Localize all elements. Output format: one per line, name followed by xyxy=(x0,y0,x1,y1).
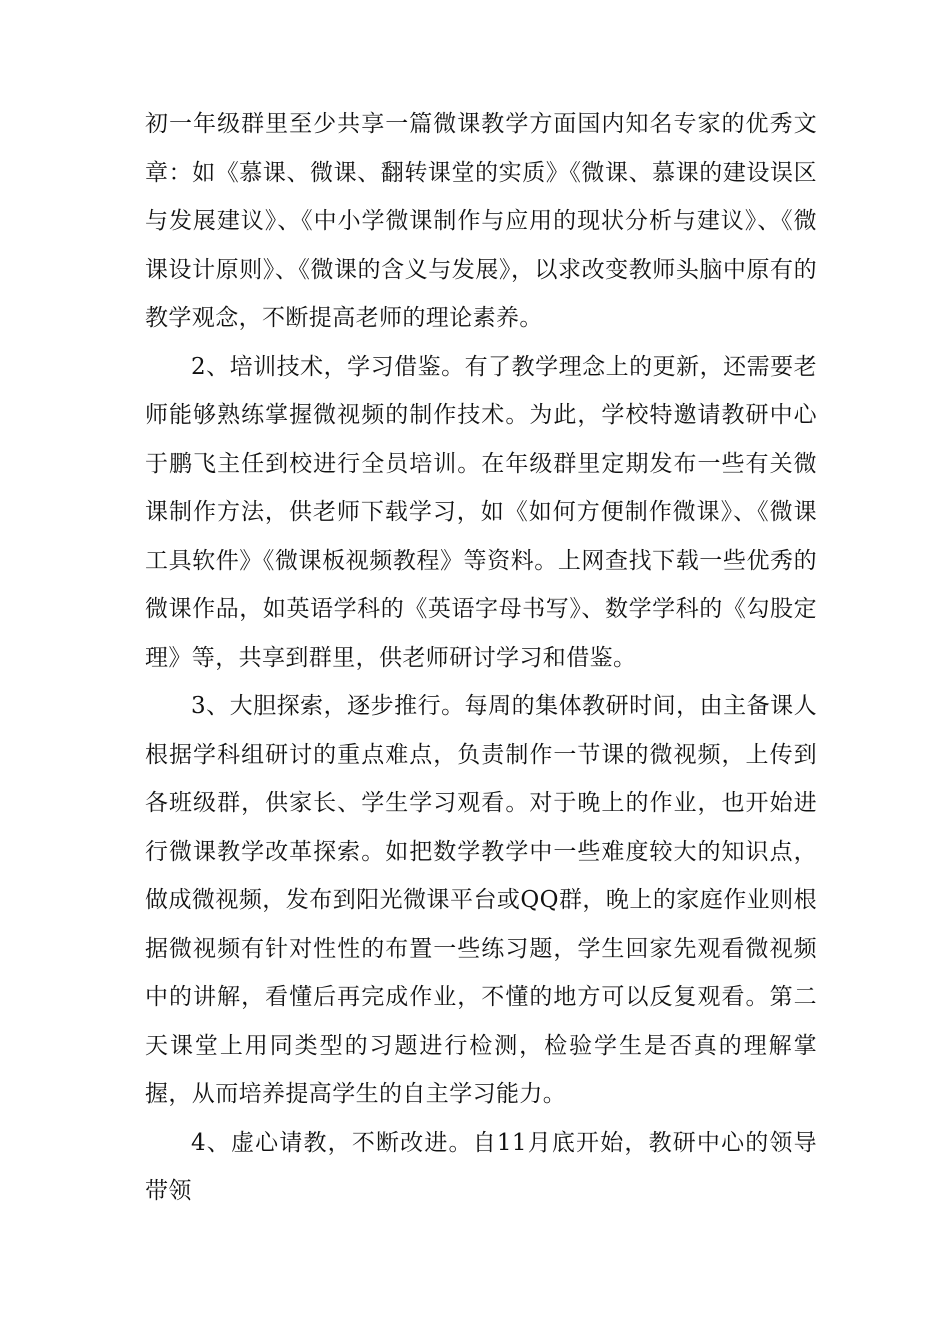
paragraph-2: 2、培训技术，学习借鉴。有了教学理念上的更新，还需要老师能够熟练掌握微视频的制作技术。为此，学校特邀请教研中心于鹏飞主任到校进行全员培训。在年级群里定期发布一些有关微课制作方法，供老师下载学习，如《如何方便制作微课》、《微课工具软件》《微课板视频教程》等资料。上网查找下载一些优秀的微课作品，如英语学科的《英语字母书写》、数学学科的《勾股定理》等，共享到群里，供老师研讨学习和借鉴。 xyxy=(145,353,817,671)
paragraph-4: 4、虚心请教，不断改进。自11月底开始，教研中心的领导带领 xyxy=(145,1129,817,1204)
paragraph-1: 初一年级群里至少共享一篇微课教学方面国内知名专家的优秀文章：如《慕课、微课、翻转课堂的实质》《微课、慕课的建设误区与发展建议》、《中小学微课制作与应用的现状分析与建议》、《微课设计原则》、《微课的含义与发展》，以求改变教师头脑中原有的教学观念，不断提高老师的理论素养。 xyxy=(145,111,817,331)
document-body xyxy=(145,100,817,1216)
paragraph-3: 3、大胆探索，逐步推行。每周的集体教研时间，由主备课人根据学科组研讨的重点难点，负责制作一节课的微视频，上传到各班级群，供家长、学生学习观看。对于晚上的作业，也开始进行微课教学改革探索。如把数学教学中一些难度较大的知识点，做成微视频，发布到阳光微课平台或QQ群，晚上的家庭作业则根据微视频有针对性性的布置一些练习题，学生回家先观看微视频中的讲解，看懂后再完成作业，不懂的地方可以反复观看。第二天课堂上用同类型的习题进行检测，检验学生是否真的理解掌握，从而培养提高学生的自主学习能力。 xyxy=(145,693,817,1107)
